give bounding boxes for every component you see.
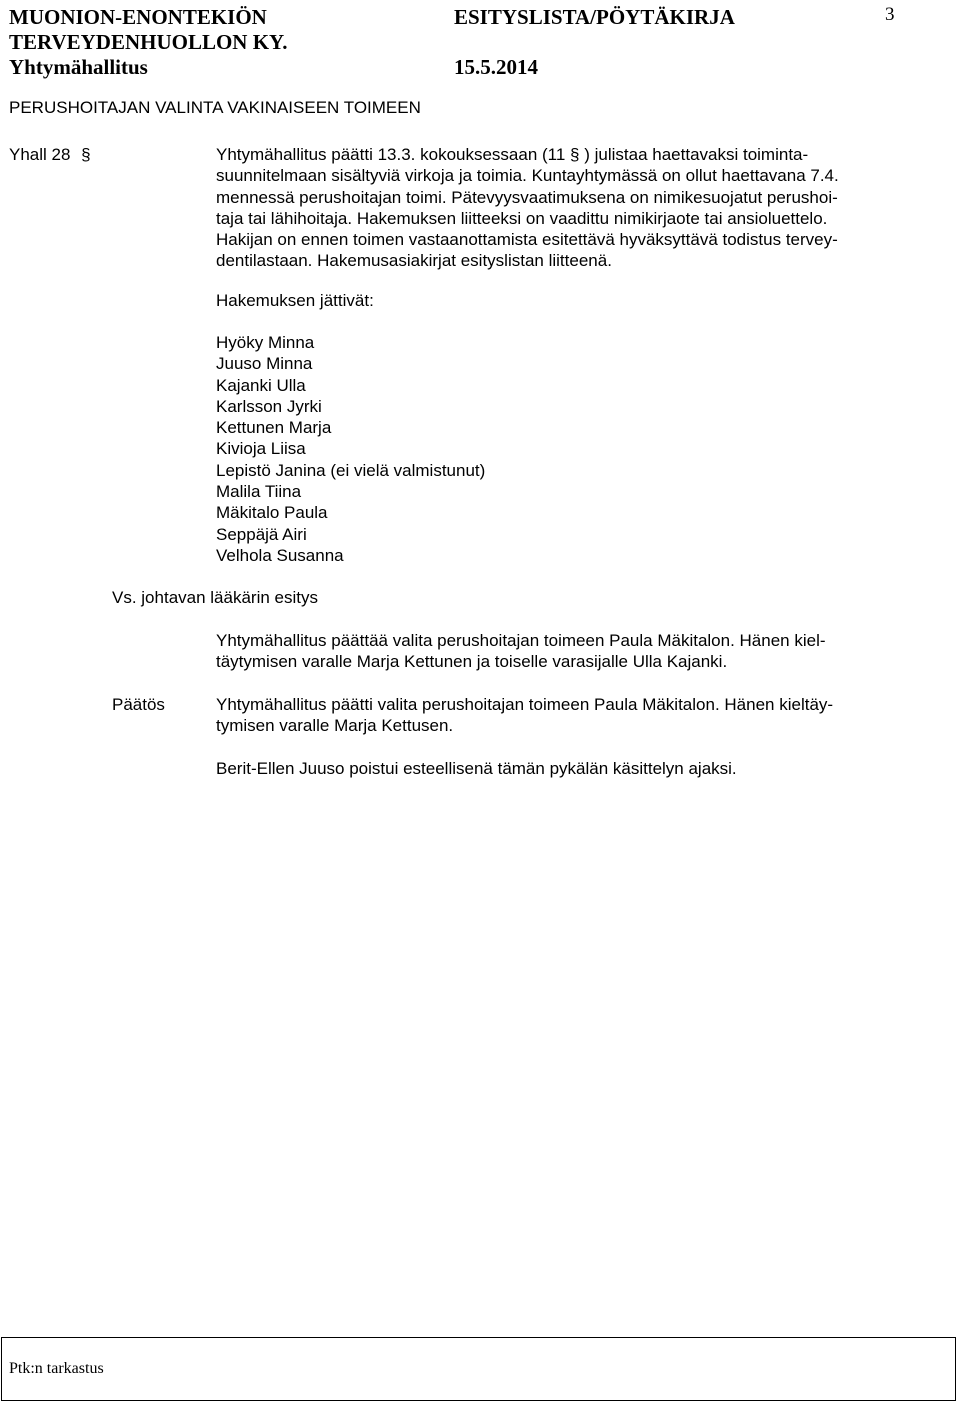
- description-line: suunnitelmaan sisältyviä virkoja ja toimia. Kuntayhtymässä on ollut haettavana 7.4.: [216, 166, 839, 186]
- proposal-text: [216, 630, 906, 673]
- governing-body: Yhtymähallitus: [9, 55, 148, 79]
- meeting-date: 15.5.2014: [454, 55, 538, 79]
- review-box: [1, 1337, 956, 1401]
- list-item: Hyöky Minna: [216, 333, 315, 352]
- case-reference: [9, 144, 91, 165]
- list-item: Lepistö Janina (ei vielä valmistunut): [216, 460, 486, 480]
- document-type: ESITYSLISTA/PÖYTÄKIRJA: [454, 5, 735, 29]
- review-label: Ptk:n tarkastus: [9, 1360, 104, 1377]
- description-line: dentilastaan. Hakemusasiakirjat esityslistan liitteenä.: [216, 251, 612, 271]
- organization-name-line1: MUONION-ENONTEKIÖN: [9, 5, 267, 29]
- proposal-label: Vs. johtavan lääkärin esitys: [112, 588, 318, 607]
- description-line: Yhtymähallitus päätti 13.3. kokouksessaan (11 § ) julistaa haettavaksi toiminta-: [216, 145, 809, 164]
- decision-label: Päätös: [112, 695, 165, 714]
- description-line: mennessä perushoitajan toimi. Pätevyysvaatimuksena on nimikesuojatut perushoi-: [216, 187, 838, 207]
- applicants-list: [216, 332, 485, 566]
- case-description: [216, 144, 906, 272]
- list-item: Malila Tiina: [216, 482, 302, 502]
- page-number: 3: [885, 4, 895, 25]
- list-item: Mäkitalo Paula: [216, 503, 328, 523]
- decision-line: tymisen varalle Marja Kettusen.: [216, 716, 454, 736]
- list-item: Juuso Minna: [216, 354, 313, 374]
- proposal-line: täytymisen varalle Marja Kettunen ja toiselle varasijalle Ulla Kajanki.: [216, 652, 728, 672]
- description-line: Hakijan on ennen toimen vastaanottamista esitettävä hyväksyttävä todistus tervey-: [216, 230, 838, 250]
- description-line: taja tai lähihoitaja. Hakemuksen liitteeksi on vaadittu nimikirjaote tai ansioluettelo.: [216, 208, 828, 228]
- list-item: Velhola Susanna: [216, 545, 344, 565]
- applicants-heading: Hakemuksen jättivät:: [216, 291, 374, 310]
- recusal-note: Berit-Ellen Juuso poistui esteellisenä tämän pykälän käsittelyn ajaksi.: [216, 759, 737, 778]
- organization-name-line2: TERVEYDENHUOLLON KY.: [9, 30, 288, 54]
- list-item: Seppäjä Airi: [216, 524, 307, 544]
- list-item: Kivioja Liisa: [216, 439, 306, 459]
- decision-text: [216, 694, 906, 737]
- section-symbol: §: [81, 145, 91, 164]
- list-item: Kettunen Marja: [216, 418, 332, 438]
- list-item: Karlsson Jyrki: [216, 396, 322, 416]
- section-title: PERUSHOITAJAN VALINTA VAKINAISEEN TOIMEEN: [9, 98, 421, 117]
- decision-line: Yhtymähallitus päätti valita perushoitajan toimeen Paula Mäkitalon. Hänen kieltäy-: [216, 695, 834, 714]
- list-item: Kajanki Ulla: [216, 375, 306, 395]
- proposal-line: Yhtymähallitus päättää valita perushoitajan toimeen Paula Mäkitalon. Hänen kiel-: [216, 631, 826, 650]
- case-reference-label: Yhall 28: [9, 145, 71, 164]
